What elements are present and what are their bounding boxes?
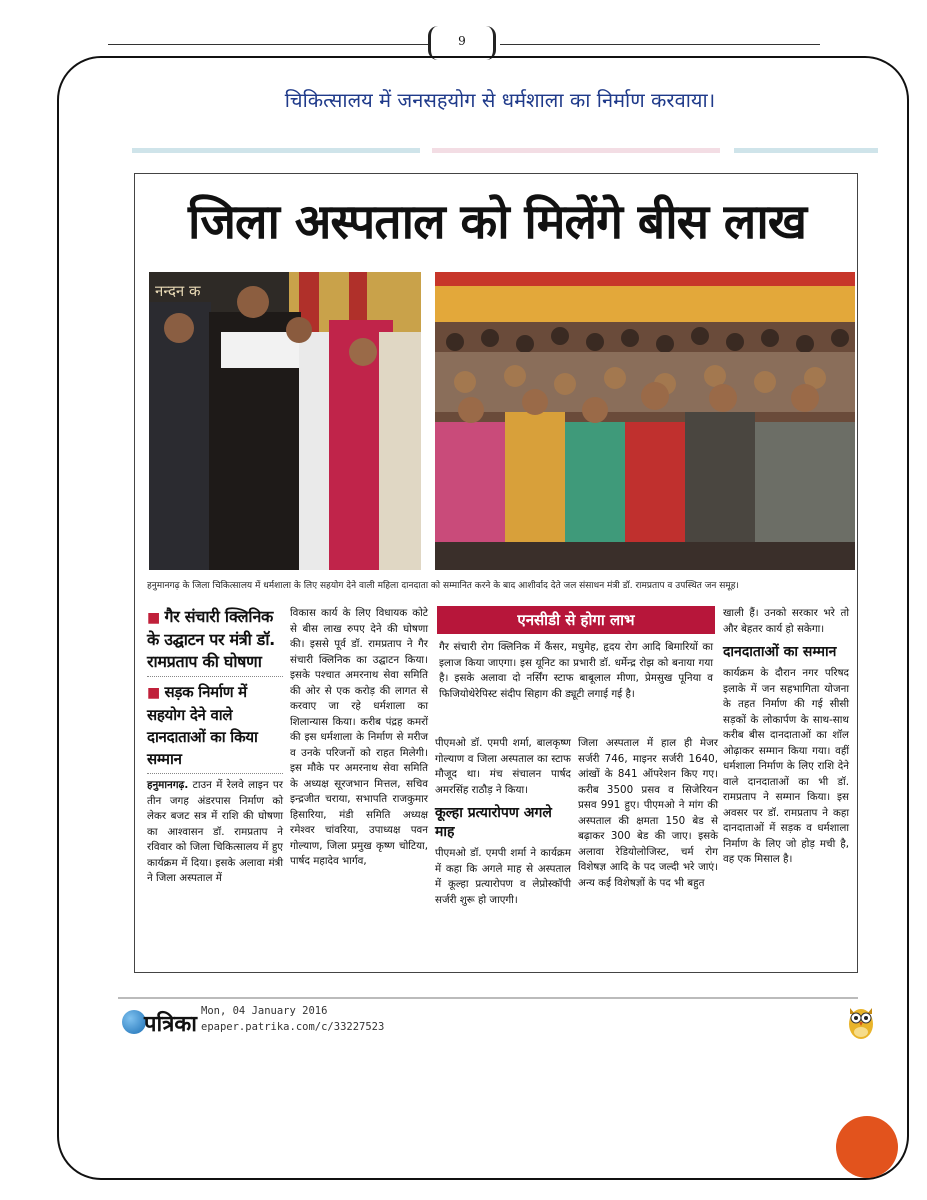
audience-photo [435, 272, 855, 570]
article-text: जिला अस्पताल में हाल ही मेजर सर्जरी 746, माइनर सर्जरी 1640, आंखों के 841 ऑपरेशन किए गए। करीब 3500 प्रसव व सिजेरियन प्रसव 991 हुए। पीएमओ ने मांग की अस्पताल की क्षमता 150 बेड से बढ़ाकर 300 बेड की जाए। इसके अलावा रेडियोलोजिस्ट, चर्म रोग विशेषज्ञ आदि के पद जल्दी भरे जाएं। अन्य कई विशेषज्ञों के पद भी बहुत [578, 737, 718, 889]
patrika-logo [122, 1006, 198, 1038]
footer-meta [201, 1003, 384, 1035]
footer-rule [118, 997, 858, 999]
page-heading: चिकित्सालय में जनसहयोग से धर्मशाला का निर्माण करवाया। [284, 88, 716, 112]
owl-icon [848, 1002, 874, 1040]
subheading-donors: दानदाताओं का सम्मान [723, 644, 837, 660]
column-2 [290, 606, 428, 870]
divider [147, 773, 283, 774]
brand-name: पत्रिका [144, 1012, 197, 1037]
banner-text: नन्दन क [155, 282, 201, 300]
column-1 [147, 606, 283, 887]
subheading-hip-replacement: कूल्हा प्रत्यारोपण अगले माह [435, 805, 552, 840]
article-text: खाली हैं। उनको सरकार भरे तो और बेहतर कार्य हो सकेगा। [723, 607, 849, 635]
page-number: 9 [428, 26, 496, 60]
ncd-box-text: गैर संचारी रोग क्लिनिक में कैंसर, मधुमेह, हृदय रोग आदि बिमारियों का इलाज किया जाएगा। इस यूनिट का प्रभारी डॉ. धर्मेन्द्र रोझ को बनाया गया है। इसके अलावा दो नर्सिंग स्टाफ बाबूलाल मीणा, प्रेमसुख पूनिया व फिजियोथेरेपिस्ट संदीप सिहाग की ड्यूटी लगाई गई है। [439, 641, 713, 700]
article-text: पीएमओ डॉ. एमपी शर्मा, बालकृष्ण गोल्याण व जिला अस्पताल का स्टाफ मौजूद था। मंच संचालन पार्षद अमरसिंह राठौड़ ने किया। [435, 737, 571, 796]
photo-caption: हनुमानगढ़ के जिला चिकित्सालय में धर्मशाला के लिए सहयोग देने वाली महिला दानदाता को सम्मानित करने के बाद आशीर्वाद देते जल संसाधन मंत्री डॉ. रामप्रताप व उपस्थित जन समूह। [147, 581, 739, 591]
dateline: हनुमानगढ़. [147, 779, 189, 791]
ncd-box-title: एनसीडी से होगा लाभ [437, 606, 715, 634]
orange-circle [836, 1116, 898, 1178]
article-text: हनुमानगढ़. टाउन में रेलवे लाइन पर तीन जगह अंडरपास निर्माण को लेकर बजट सत्र में राशि की घोषणा का आश्वासन डॉ. रामप्रताप ने रविवार को जिला चिकित्सालय में हुए कार्यक्रम में दिया। इसके अलावा मंत्री ने जिला अस्पताल में [147, 779, 283, 884]
footer-date: Mon, 04 January 2016 [201, 1005, 328, 1017]
column-3 [435, 736, 571, 908]
article-text: कार्यक्रम के दौरान नगर परिषद इलाके में जन सहभागिता योजना के तहत निर्माण की गई सीसी सड़कों के लोकार्पण के साथ-साथ करीब बीस दानदाताओं का शॉल ओढ़ाकर सम्मान किया गया। वहीं धर्मशाला निर्माण के लिए राशि देने वाले दानदाताओं का भी डॉ. रामप्रताप ने सम्मान किया। इस अवसर पर डॉ. रामप्रताप ने कहा दानदाताओं में सड़क व धर्मशाला निर्माण के लिए जो होड़ मची है, वह एक मिसाल है। [723, 667, 849, 865]
ncd-box [433, 606, 719, 724]
header-rule-left [108, 44, 428, 45]
divider [147, 676, 283, 677]
column-5 [723, 606, 849, 868]
square-bullet-icon: ■ [147, 610, 165, 626]
decor-bar [734, 148, 878, 153]
globe-icon [122, 1010, 146, 1034]
column-4 [578, 736, 718, 891]
ceremony-photo [149, 272, 421, 570]
footer-url[interactable]: epaper.patrika.com/c/33227523 [201, 1021, 385, 1033]
article-text: विकास कार्य के लिए विधायक कोटे से बीस लाख रुपए देने की घोषणा की। इससे पूर्व डॉ. रामप्रताप ने गैर संचारी क्लिनिक का उद्घाटन किया। इसके पश्चात अमरनाथ सेवा समिति की ओर से एक करोड़ की लागत से करवाए जा रहे धर्मशाला का शिलान्यास किया। करीब पंद्रह कमरों की इस धर्मशाला के निर्माण से मरीज व उनके परिजनों को राहत मिलेगी। इस मौके पर अमरनाथ सेवा समिति के अध्यक्ष सूरजभान मित्तल, सचिव इन्द्रजीत चराया, सभापति राजकुमार हिसारिया, मंडी समिति अध्यक्ष रमेश्वर चांवरिया, उपाध्यक्ष पवन गोल्याण, जिला प्रमुख कृष्ण चोटिया, पार्षद महादेव भार्गव, [290, 607, 428, 867]
side-headline-2: ■ सड़क निर्माण में सहयोग देने वाले दानदाताओं का किया सम्मान [147, 683, 258, 768]
decor-bar [432, 148, 720, 153]
side-headline-1: ■ गैर संचारी क्लिनिक के उद्घाटन पर मंत्री डॉ. रामप्रताप की घोषणा [147, 607, 275, 671]
clipping-headline: जिला अस्पताल को मिलेंगे बीस लाख [187, 194, 807, 250]
article-text: पीएमओ डॉ. एमपी शर्मा ने कार्यक्रम में कहा कि अगले माह से अस्पताल में कूल्हा प्रत्यारोपण व लेप्रोस्कॉपी सर्जरी शुरू हो जाएगी। [435, 847, 571, 906]
decor-bar [132, 148, 420, 153]
header-rule-right [500, 44, 820, 45]
news-clipping [134, 173, 858, 973]
square-bullet-icon: ■ [147, 685, 165, 701]
